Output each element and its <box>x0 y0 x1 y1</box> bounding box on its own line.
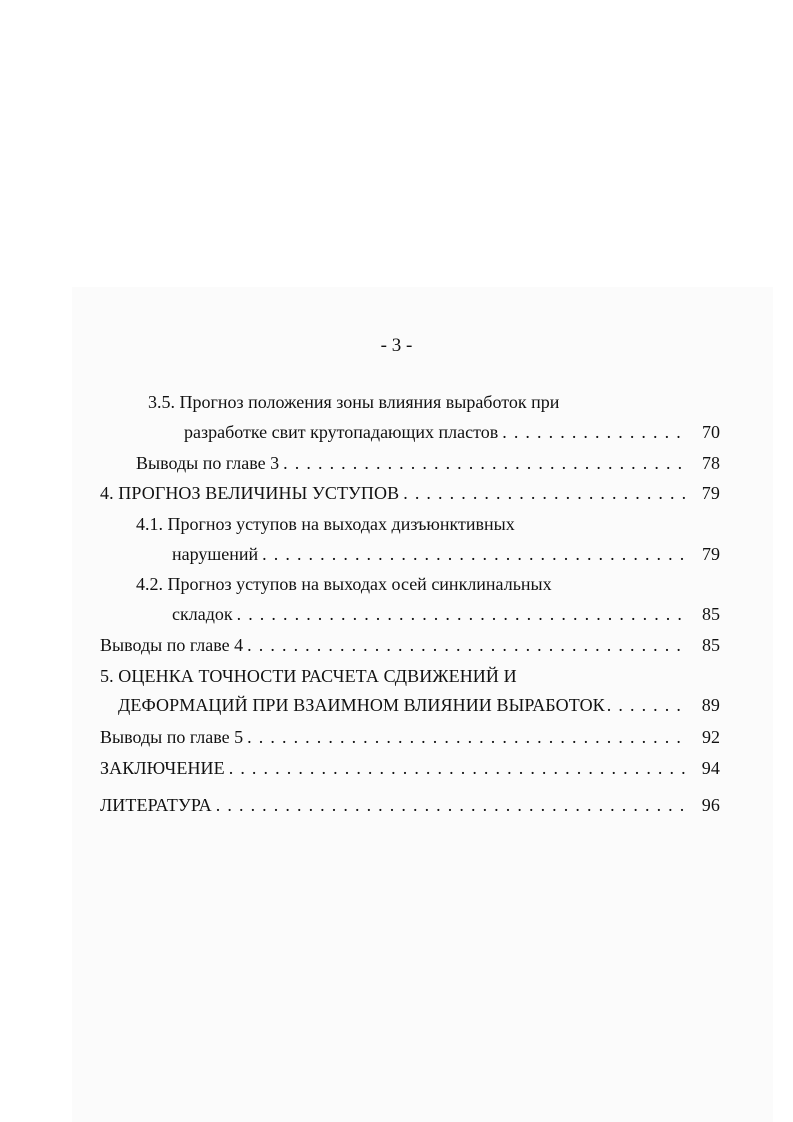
toc-entry-page: 70 <box>702 422 720 442</box>
dot-leader <box>502 421 686 443</box>
page-number: - 3 - <box>380 335 413 356</box>
toc-entry-chapter-5 <box>100 665 517 687</box>
dot-leader <box>283 452 686 474</box>
toc-entry-page: 85 <box>702 635 720 655</box>
toc-entry-title: 5. ОЦЕНКА ТОЧНОСТИ РАСЧЕТА СДВИЖЕНИЙ И <box>100 666 517 686</box>
dot-leader <box>237 603 686 625</box>
toc-entry-4-1 <box>136 513 515 535</box>
toc-entry-title: 4.1. Прогноз уступов на выходах дизъюнктивных <box>136 514 515 534</box>
dot-leader <box>262 543 686 565</box>
toc-entry-page: 78 <box>702 453 720 473</box>
dot-leader <box>403 482 686 504</box>
toc-entry-title: 3.5. Прогноз положения зоны влияния выработок при <box>148 392 560 412</box>
dot-leader <box>607 694 686 716</box>
toc-entry-chapter-4 <box>100 482 720 504</box>
toc-entry-conclusions-5 <box>100 726 720 748</box>
toc-entry-page: 85 <box>702 604 720 624</box>
toc-entry-conclusion <box>100 757 720 779</box>
toc-entry-title: ДЕФОРМАЦИЙ ПРИ ВЗАИМНОМ ВЛИЯНИИ ВЫРАБОТОК <box>118 695 605 715</box>
dot-leader <box>247 726 686 748</box>
toc-entry-chapter-5-cont <box>118 694 720 716</box>
toc-entry-title: складок <box>172 604 233 624</box>
toc-entry-title: ЗАКЛЮЧЕНИЕ <box>100 758 225 778</box>
toc-entry-title: Выводы по главе 3 <box>136 453 280 473</box>
toc-entry-conclusions-3 <box>136 452 720 474</box>
toc-entry-title: разработке свит крутопадающих пластов <box>184 422 499 442</box>
toc-entry-page: 94 <box>701 758 720 778</box>
toc-entry-literature <box>100 794 720 816</box>
dot-leader <box>229 757 686 779</box>
toc-entry-page: 79 <box>701 483 720 503</box>
toc-entry-page: 89 <box>701 695 720 715</box>
toc-entry-page: 92 <box>702 727 720 747</box>
toc-entry-title: нарушений <box>172 544 259 564</box>
toc-entry-page: 79 <box>702 544 720 564</box>
toc-entry-3-5 <box>148 391 559 413</box>
toc-entry-page: 96 <box>701 795 720 815</box>
toc-entry-title: Выводы по главе 5 <box>100 727 244 747</box>
toc-entry-title: 4. ПРОГНОЗ ВЕЛИЧИНЫ УСТУПОВ <box>100 483 400 503</box>
toc-entry-4-2 <box>136 573 552 595</box>
toc-entry-title: ЛИТЕРАТУРА <box>100 795 212 815</box>
toc-entry-4-1-cont <box>172 543 720 565</box>
toc-entry-4-2-cont <box>172 603 720 625</box>
toc-entry-title: Выводы по главе 4 <box>100 635 244 655</box>
dot-leader <box>216 794 686 816</box>
toc-entry-title: 4.2. Прогноз уступов на выходах осей синклинальных <box>136 574 552 594</box>
toc-entry-3-5-cont <box>184 421 720 443</box>
dot-leader <box>247 634 686 656</box>
toc-entry-conclusions-4 <box>100 634 720 656</box>
